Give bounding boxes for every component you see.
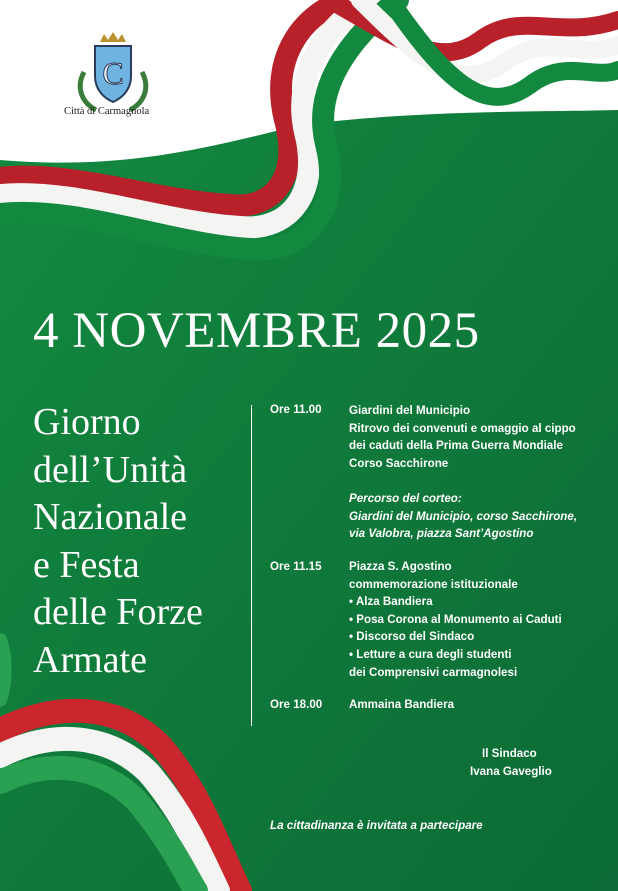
event-subtitle — [33, 399, 253, 684]
mayor-signature — [470, 745, 590, 781]
city-name: Città di Carmagnola — [64, 106, 150, 117]
subtitle-line: e Festa — [33, 543, 140, 586]
signature-name: Ivana Gaveglio — [470, 765, 552, 778]
schedule-time: Ore 18.00 — [270, 698, 323, 711]
crest-letter: C — [102, 55, 124, 91]
schedule-line: dei caduti della Prima Guerra Mondiale — [349, 439, 563, 453]
subtitle-line: Armate — [33, 638, 147, 681]
subtitle-line: dell’Unità — [33, 448, 188, 491]
route-description — [349, 490, 609, 543]
crest-branch-right — [130, 72, 146, 110]
schedule-line: Ammaina Bandiera — [349, 698, 455, 711]
schedule-line: • Letture a cura degli studenti — [349, 647, 512, 661]
route-line: Percorso del corteo: — [349, 492, 462, 505]
schedule-time: Ore 11.15 — [270, 560, 322, 573]
schedule-time: Ore 11.00 — [270, 403, 322, 416]
subtitle-line: Giorno — [33, 401, 141, 443]
schedule-line: • Discorso del Sindaco — [349, 630, 475, 644]
event-date-title: 4 NOVEMBRE 2025 — [33, 303, 480, 359]
schedule-line: • Posa Corona al Monumento ai Caduti — [349, 612, 562, 626]
schedule-item — [349, 558, 609, 681]
crest-crown — [100, 32, 126, 42]
route-line: Giardini del Municipio, corso Sacchirone, — [349, 509, 578, 523]
schedule-line: • Alza Bandiera — [349, 595, 433, 609]
divider-line — [251, 405, 252, 726]
invitation-text: La cittadinanza è invitata a partecipare — [270, 819, 483, 832]
subtitle-line: Nazionale — [33, 496, 188, 538]
schedule-line: commemorazione istituzionale — [349, 577, 518, 591]
schedule-line: Corso Sacchirone — [349, 456, 449, 470]
route-line: via Valobra, piazza Sant’Agostino — [349, 527, 534, 541]
schedule-line: Ritrovo dei convenuti e omaggio al cippo — [349, 421, 576, 435]
signature-role: Il Sindaco — [482, 747, 537, 760]
schedule-line: dei Comprensivi carmagnolesi — [349, 665, 518, 679]
crest-branch-left — [80, 72, 96, 110]
subtitle-line: delle Forze — [33, 591, 203, 633]
schedule-item — [349, 696, 609, 714]
schedule-line: Giardini del Municipio — [349, 404, 471, 417]
schedule-item — [349, 402, 609, 472]
schedule-line: Piazza S. Agostino — [349, 560, 452, 573]
